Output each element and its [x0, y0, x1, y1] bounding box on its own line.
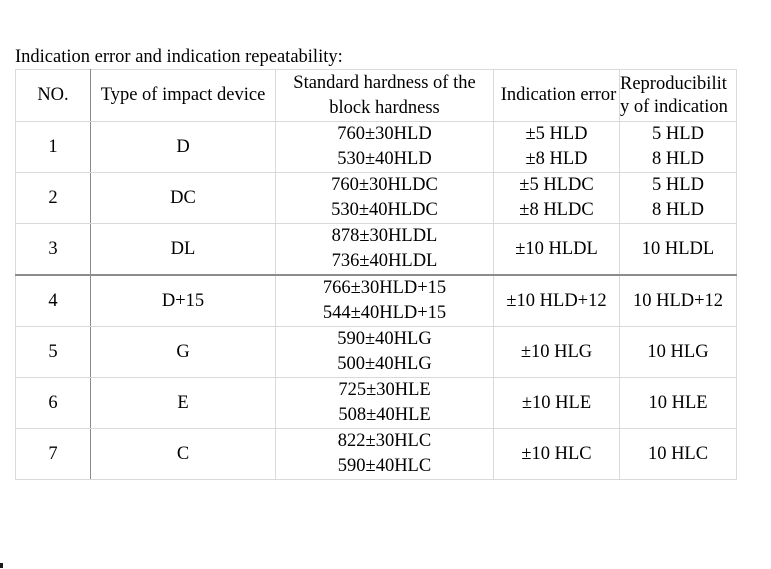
cell-error: ±10 HLE — [494, 378, 620, 429]
cell-no: 6 — [16, 378, 91, 429]
table-row — [16, 429, 737, 480]
cell-repro — [620, 122, 737, 173]
cell-repro-line2: 8 HLD — [652, 200, 704, 220]
cell-standard-line2: 544±40HLD+15 — [322, 303, 447, 323]
header-standard-line2: block hardness — [329, 97, 440, 118]
cell-repro: 10 HLG — [620, 327, 737, 378]
table-row — [16, 173, 737, 224]
cell-no: 2 — [16, 173, 91, 224]
table-row — [16, 122, 737, 173]
cell-no: 7 — [16, 429, 91, 480]
cell-standard-line2: 530±40HLD — [337, 149, 432, 169]
cell-repro-line1: 5 HLD — [652, 175, 704, 195]
cell-type: C — [91, 429, 276, 480]
cell-repro: 10 HLDL — [620, 224, 737, 276]
table-header-row — [16, 70, 737, 122]
cell-error: ±10 HLC — [494, 429, 620, 480]
cell-no: 1 — [16, 122, 91, 173]
cell-standard — [276, 173, 494, 224]
cell-standard — [276, 275, 494, 327]
indication-error-table — [15, 69, 737, 480]
cell-error: ±10 HLD+12 — [494, 275, 620, 327]
table-row — [16, 378, 737, 429]
cell-error-line1: ±5 HLDC — [519, 175, 594, 195]
cell-standard — [276, 122, 494, 173]
cell-error — [494, 173, 620, 224]
cell-repro: 10 HLD+12 — [620, 275, 737, 327]
cell-error — [494, 122, 620, 173]
cell-type: DL — [91, 224, 276, 276]
cell-repro-line2: 8 HLD — [652, 149, 704, 169]
cell-error-line2: ±8 HLDC — [519, 200, 594, 220]
cell-repro-line1: 5 HLD — [652, 124, 704, 144]
header-no: NO. — [16, 70, 91, 122]
cell-standard — [276, 224, 494, 276]
header-reproducibility — [620, 70, 737, 122]
cell-repro — [620, 173, 737, 224]
cell-error: ±10 HLG — [494, 327, 620, 378]
cell-standard — [276, 378, 494, 429]
table-caption: Indication error and indication repeatability: — [15, 47, 343, 67]
header-standard-hardness — [276, 70, 494, 122]
cell-type: G — [91, 327, 276, 378]
cell-error-line2: ±8 HLD — [525, 149, 588, 169]
table-row — [16, 275, 737, 327]
cell-standard-line1: 822±30HLC — [337, 431, 432, 451]
table-row — [16, 327, 737, 378]
cell-standard-line2: 736±40HLDL — [331, 251, 438, 271]
cell-no: 4 — [16, 275, 91, 327]
cell-no: 5 — [16, 327, 91, 378]
cell-standard-line1: 878±30HLDL — [331, 226, 438, 246]
cell-standard-line1: 590±40HLG — [337, 329, 432, 349]
cell-type: D+15 — [91, 275, 276, 327]
header-repro-line1: Reproducibilit — [620, 73, 727, 94]
cell-standard-line2: 530±40HLDC — [331, 200, 438, 220]
cell-standard-line1: 766±30HLD+15 — [322, 278, 447, 298]
cell-repro: 10 HLC — [620, 429, 737, 480]
cell-standard-line2: 590±40HLC — [337, 456, 432, 476]
cell-standard-line2: 500±40HLG — [337, 354, 432, 374]
cell-standard-line2: 508±40HLE — [338, 405, 431, 425]
cell-standard-line1: 760±30HLD — [337, 124, 432, 144]
cell-standard — [276, 327, 494, 378]
cell-repro: 10 HLE — [620, 378, 737, 429]
cell-error: ±10 HLDL — [494, 224, 620, 276]
header-repro-line2: y of indication — [620, 96, 728, 117]
cell-standard — [276, 429, 494, 480]
cell-error-line1: ±5 HLD — [525, 124, 588, 144]
header-type: Type of impact device — [91, 70, 276, 122]
cell-no: 3 — [16, 224, 91, 276]
table-row — [16, 224, 737, 276]
cell-type: DC — [91, 173, 276, 224]
cell-standard-line1: 725±30HLE — [338, 380, 431, 400]
cell-standard-line1: 760±30HLDC — [331, 175, 438, 195]
cell-type: E — [91, 378, 276, 429]
edge-marker — [0, 563, 3, 568]
header-standard-line1: Standard hardness of the — [293, 72, 476, 93]
header-indication-error: Indication error — [494, 70, 620, 122]
cell-type: D — [91, 122, 276, 173]
